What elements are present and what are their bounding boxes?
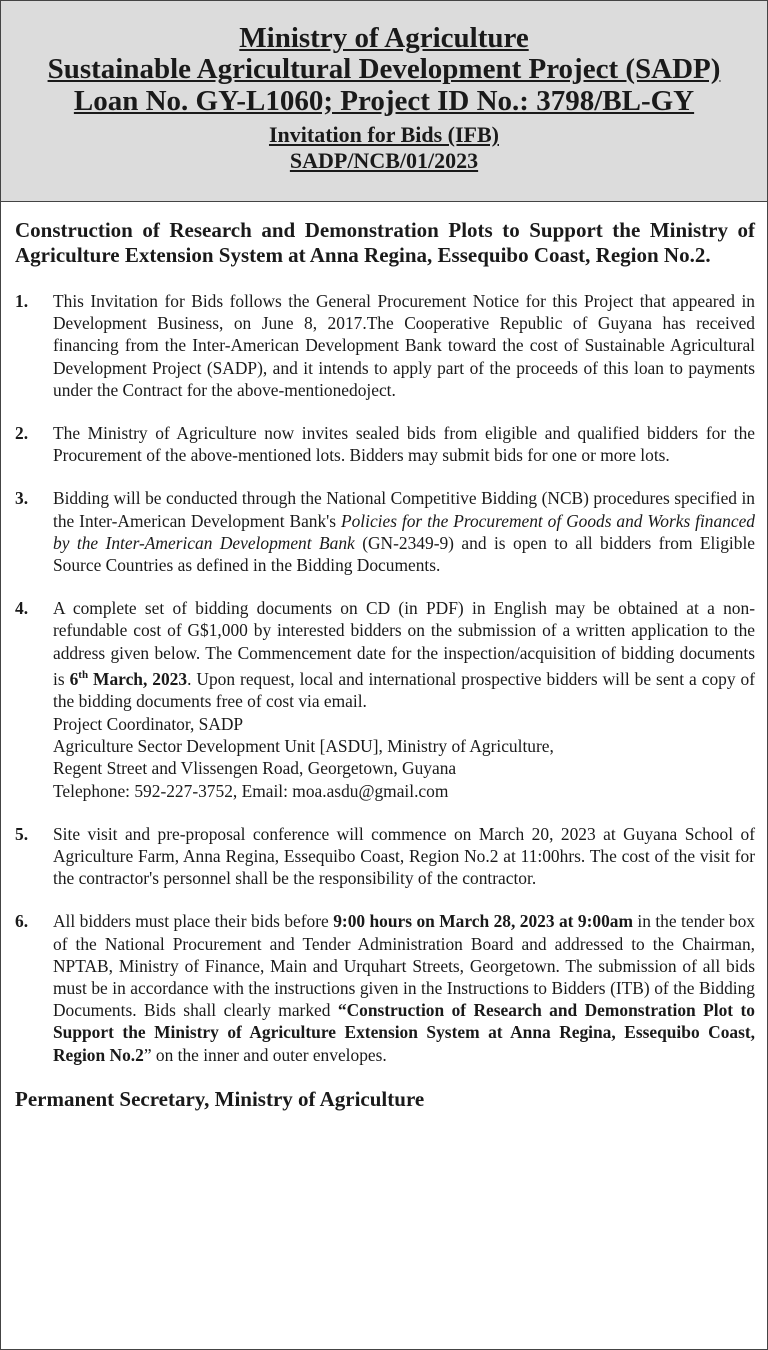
item-text: The Ministry of Agriculture now invites sealed bids from eligible and qualified bidders for the Procurement of the above-mentioned lots. Bidders may submit bids for one or more lots.: [53, 423, 755, 466]
day-suffix: th: [78, 668, 89, 681]
address-line: Agriculture Sector Development Unit [ASDU], Ministry of Agriculture,: [53, 736, 554, 757]
item-number: 6.: [15, 911, 29, 932]
item-text-part: ” on the inner and outer envelopes.: [143, 1044, 387, 1065]
item-text-part: . Upon request, local and international prospective bidders will be sent a copy of the bidding documents free of cost via email.: [53, 668, 756, 711]
policy-title: Policies for the Procurement of Goods and Works financed by the Inter-American Development Bank: [53, 510, 755, 553]
envelope-marking: “Construction of Research and Demonstration Plot to Support the Ministry of Agriculture Extension System at Anna Regina, Essequibo Coast, Region No.2: [53, 1000, 755, 1065]
project-title: Sustainable Agricultural Development Project (SADP): [47, 53, 721, 85]
item-number: 4.: [15, 598, 29, 619]
list-item-6: [15, 910, 755, 1065]
notice-body: [1, 202, 767, 1112]
list-item-5: [15, 823, 755, 890]
list-item-2: [15, 422, 755, 466]
ifb-title: Invitation for Bids (IFB): [268, 122, 499, 147]
list-item-3: [15, 487, 755, 576]
contact-address: [15, 713, 755, 802]
item-number: 1.: [15, 291, 29, 311]
item-number: 2.: [15, 423, 29, 444]
loan-project-id: Loan No. GY-L1060; Project ID No.: 3798/BL-GY: [73, 85, 695, 117]
item-text: [53, 910, 755, 1065]
item-text-part: A complete set of bidding documents on CD (in PDF) in English may be obtained at a non-refundable cost of G$1,000 by interested bidders on the submission of a written application to the address given below. The Commencement date for the inspection/acquisition of bidding documents is: [53, 598, 755, 689]
subject-heading: Construction of Research and Demonstration Plots to Support the Ministry of Agriculture Extension System at Anna Regina, Essequibo Coast, Region No.2.: [15, 218, 755, 267]
item-text-part: in the tender box of the National Procurement and Tender Administration Board and addressed to the Chairman, NPTAB, Ministry of Finance, Main and Urquhart Streets, Georgetown. The submission of all bids must be in accordance with the instructions given in the Instructions to Bidders (ITB) of the Bidding Documents. Bids shall clearly marked: [53, 911, 755, 1021]
address-line: Project Coordinator, SADP: [53, 714, 244, 735]
commencement-day: 6: [69, 668, 79, 689]
header-banner: [1, 1, 767, 202]
item-text: [53, 597, 755, 712]
address-line: Regent Street and Vlissengen Road, Georgetown, Guyana: [53, 758, 457, 779]
bid-deadline: 9:00 hours on March 28, 2023 at 9:00am: [333, 911, 633, 932]
ministry-title: Ministry of Agriculture: [239, 22, 529, 54]
item-text-part: All bidders must place their bids before: [53, 911, 334, 932]
address-line: Telephone: 592-227-3752, Email: moa.asdu@gmail.com: [53, 780, 449, 801]
item-text: [53, 487, 755, 576]
commencement-date: March, 2023: [88, 668, 188, 689]
item-text: Site visit and pre-proposal conference will commence on March 20, 2023 at Guyana School of Agriculture Farm, Anna Regina, Essequibo Coast, Region No.2 at 11:00hrs. The cost of the visit for the contractor's personnel shall be the responsibility of the contractor.: [53, 823, 755, 889]
item-text: This Invitation for Bids follows the General Procurement Notice for this Project that appeared in Development Business, on June 8, 2017.The Cooperative Republic of Guyana has received financing from the Inter-American Development Bank toward the cost of Sustainable Agricultural Development Project (SADP), and it intends to apply part of the proceeds of this loan to payments under the Contract for the above-mentionedoject.: [53, 291, 755, 400]
item-text-part: Bidding will be conducted through the National Competitive Bidding (NCB) procedures specified in the Inter-American Development Bank's: [53, 488, 755, 531]
item-number: 5.: [15, 823, 29, 844]
list-item-4: [15, 597, 755, 712]
signature: Permanent Secretary, Ministry of Agriculture: [15, 1086, 425, 1111]
item-text-part: (GN-2349-9) and is open to all bidders from Eligible Source Countries as defined in the Bidding Documents.: [53, 532, 755, 576]
list-item-1: [15, 290, 755, 401]
ifb-reference: SADP/NCB/01/2023: [289, 148, 479, 173]
item-number: 3.: [15, 488, 29, 509]
